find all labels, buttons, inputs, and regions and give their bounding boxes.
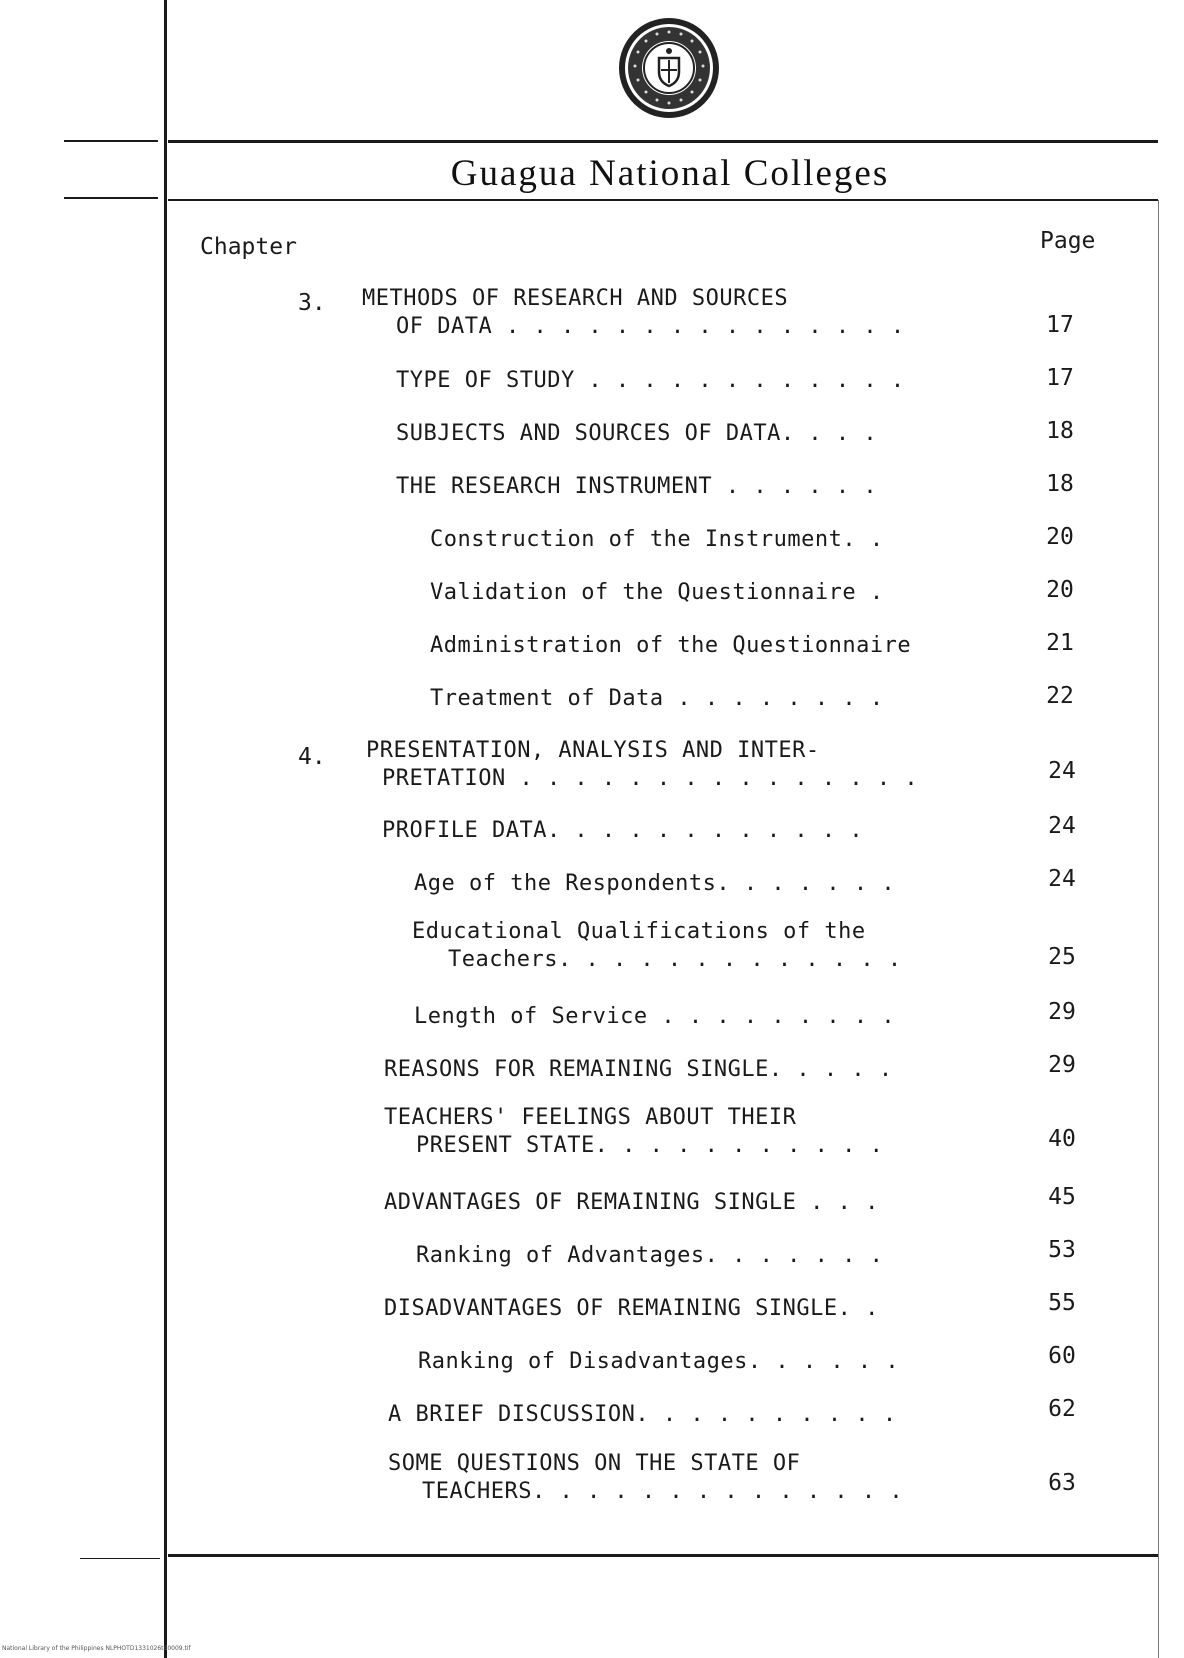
toc-page-number: 17 xyxy=(1046,312,1074,338)
toc-entry: A BRIEF DISCUSSION. . . . . . . . . . xyxy=(388,1402,897,1427)
chapter-column-header: Chapter xyxy=(200,234,297,260)
toc-page-number: 18 xyxy=(1046,418,1074,444)
toc-entry: Ranking of Disadvantages. . . . . . xyxy=(418,1349,900,1374)
toc-page-number: 24 xyxy=(1048,758,1076,784)
toc-entry: Treatment of Data . . . . . . . . xyxy=(430,686,884,711)
toc-entry: ADVANTAGES OF REMAINING SINGLE . . . xyxy=(384,1190,879,1215)
toc-page-number: 25 xyxy=(1048,944,1076,970)
toc-entry: REASONS FOR REMAINING SINGLE. . . . . xyxy=(384,1057,893,1082)
toc-entry: Validation of the Questionnaire . xyxy=(430,580,884,605)
toc-entry xyxy=(412,918,902,974)
footer-rule xyxy=(168,1554,1158,1557)
toc-entry: Age of the Respondents. . . . . . . xyxy=(414,871,896,896)
archive-footer: National Library of the Philippines NLPHOTD1331026td0009.tif xyxy=(2,1645,191,1652)
toc-page-number: 62 xyxy=(1048,1396,1076,1422)
toc-chapter-title xyxy=(362,285,905,341)
toc-entry: Ranking of Advantages. . . . . . . xyxy=(416,1243,884,1268)
toc-chapter-title xyxy=(366,737,918,793)
toc-title-line: METHODS OF RESEARCH AND SOURCES xyxy=(362,286,789,311)
toc-page-number: 18 xyxy=(1046,471,1074,497)
college-name: Guagua National Colleges xyxy=(450,153,890,194)
toc-page-number: 20 xyxy=(1046,524,1074,550)
toc-page-number: 63 xyxy=(1048,1470,1076,1496)
toc-page-number: 20 xyxy=(1046,577,1074,603)
toc-page-number: 17 xyxy=(1046,365,1074,391)
toc-title-line: Teachers. . . . . . . . . . . . . xyxy=(448,947,902,972)
toc-entry: SUBJECTS AND SOURCES OF DATA. . . . xyxy=(396,421,878,446)
right-margin-rule xyxy=(1158,200,1159,1658)
toc-page-number: 29 xyxy=(1048,1052,1076,1078)
toc-entry: THE RESEARCH INSTRUMENT . . . . . . xyxy=(396,474,878,499)
toc-page-number: 24 xyxy=(1048,866,1076,892)
toc-page-number: 29 xyxy=(1048,999,1076,1025)
header-rule-left-stub-2 xyxy=(64,197,158,199)
left-margin-rule xyxy=(164,0,167,1658)
toc-entry xyxy=(388,1450,903,1506)
toc-page-number: 45 xyxy=(1048,1184,1076,1210)
toc-entry: Administration of the Questionnaire xyxy=(430,633,912,658)
header-rule-top xyxy=(168,140,1158,143)
toc-entry: Construction of the Instrument. . xyxy=(430,527,884,552)
toc-page-number: 55 xyxy=(1048,1290,1076,1316)
toc-title-line: OF DATA . . . . . . . . . . . . . . . xyxy=(396,314,905,339)
toc-page-number: 40 xyxy=(1048,1126,1076,1152)
toc-entry: TYPE OF STUDY . . . . . . . . . . . . xyxy=(396,368,905,393)
toc-title-line: SOME QUESTIONS ON THE STATE OF xyxy=(388,1451,801,1476)
toc-title-line: PRETATION . . . . . . . . . . . . . . . xyxy=(382,766,919,791)
toc-title-line: TEACHERS. . . . . . . . . . . . . . xyxy=(422,1479,904,1504)
college-seal-icon xyxy=(617,16,721,120)
page-column-header: Page xyxy=(1040,228,1096,254)
chapter-number: 4. xyxy=(298,744,326,770)
toc-page-number: 22 xyxy=(1046,683,1074,709)
toc-page-number: 21 xyxy=(1046,630,1074,656)
header-rule-bottom xyxy=(168,199,1158,201)
header-rule-left-stub xyxy=(64,140,158,142)
toc-title-line: PRESENT STATE. . . . . . . . . . . xyxy=(416,1133,884,1158)
toc-title-line: Educational Qualifications of the xyxy=(412,919,866,944)
toc-entry xyxy=(384,1104,883,1160)
toc-entry: DISADVANTAGES OF REMAINING SINGLE. . xyxy=(384,1296,879,1321)
toc-page-number: 53 xyxy=(1048,1237,1076,1263)
toc-title-line: TEACHERS' FEELINGS ABOUT THEIR xyxy=(384,1105,797,1130)
toc-page-number: 60 xyxy=(1048,1343,1076,1369)
footer-rule-left-stub xyxy=(80,1558,160,1559)
toc-entry: PROFILE DATA. . . . . . . . . . . . xyxy=(382,818,864,843)
toc-title-line: PRESENTATION, ANALYSIS AND INTER- xyxy=(366,738,820,763)
toc-entry: Length of Service . . . . . . . . . xyxy=(414,1004,896,1029)
chapter-number: 3. xyxy=(298,290,326,316)
toc-page-number: 24 xyxy=(1048,813,1076,839)
